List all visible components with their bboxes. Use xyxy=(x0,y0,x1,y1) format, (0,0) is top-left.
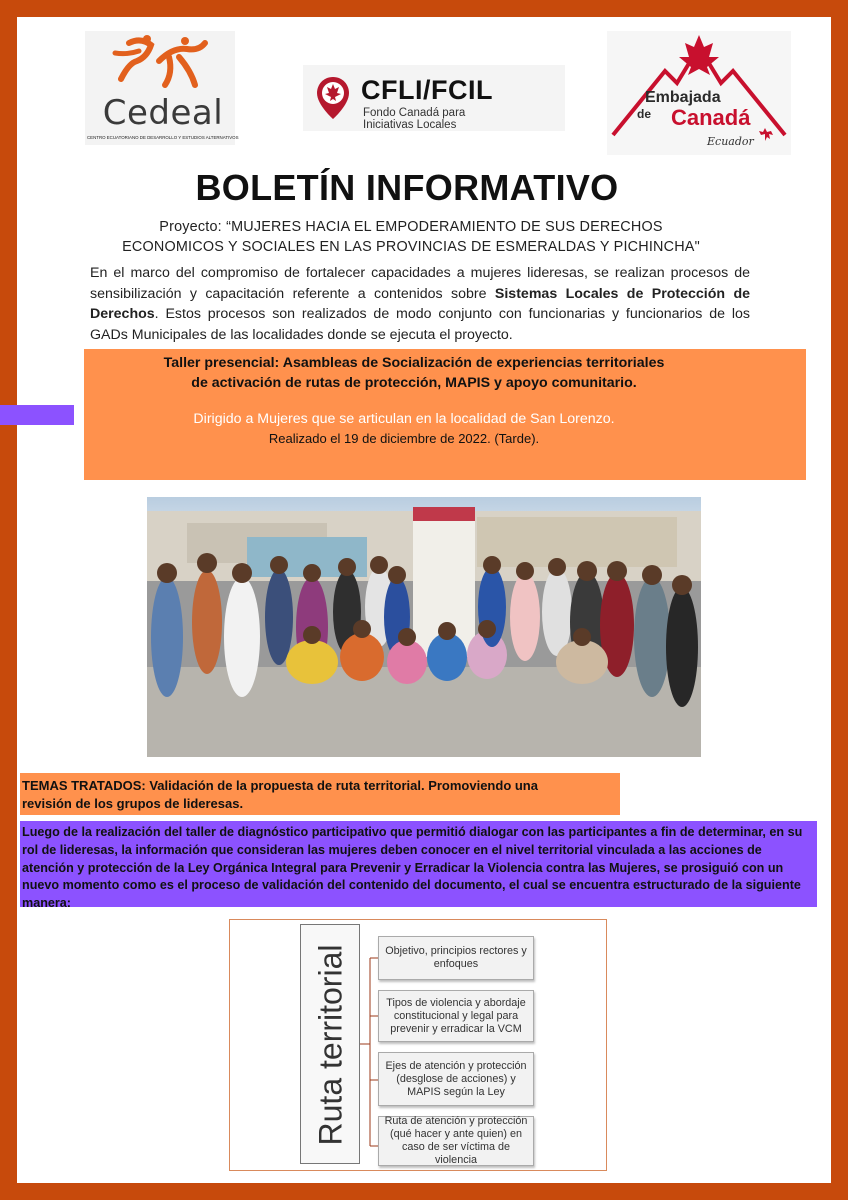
event-directed: Dirigido a Mujeres que se articulan en la localidad de San Lorenzo. xyxy=(193,411,615,427)
purple-accent-tab xyxy=(0,405,74,425)
embassy-logo xyxy=(607,31,791,155)
bulletin-page xyxy=(17,17,831,1183)
description-box: Luego de la realización del taller de diagnóstico participativo que permitió dialogar con las participantes a fin de determinar, en su rol de lideresas, la información que consideran las mujeres deben conocer en el nivel territorial vinculada a las acciones de atención y protección de la Ley Orgánica Integral para Prevenir y Erradicar la Violencia contra las Mujeres, se prosiguió con un nuevo momento como es el proceso de validación del contenido del documento, el cual se encuentra estructurado de la siguiente manera: xyxy=(20,821,817,907)
event-box xyxy=(84,349,806,480)
event-title-line1: Taller presencial: Asambleas de Socialización de experiencias territoriales xyxy=(163,355,665,371)
embassy-line3: Canadá xyxy=(671,105,751,130)
topics-box xyxy=(20,773,620,815)
cfli-logo xyxy=(303,65,565,131)
embassy-line2: de xyxy=(637,107,652,121)
cfli-wordmark: CFLI/FCIL xyxy=(361,75,493,105)
cedeal-figures-icon xyxy=(107,33,217,93)
maple-pin-icon xyxy=(315,75,351,121)
group-photo-image xyxy=(147,497,701,757)
embassy-line4: Ecuador xyxy=(707,135,754,148)
embassy-line1: Embajada xyxy=(645,89,721,106)
cfli-subtitle-line2: Iniciativas Locales xyxy=(363,119,457,131)
project-name xyxy=(101,217,721,257)
intro-text-before: En el marco del compromiso de fortalecer capacidades a mujeres lideresas, se realizan procesos de sensibilización y capacitación referente a contenidos sobre xyxy=(90,265,750,302)
group-photo xyxy=(147,497,701,757)
cfli-subtitle-line1: Fondo Canadá para xyxy=(363,107,466,119)
diagram-item-3: Ejes de atención y protección (desglose de acciones) y MAPIS según la Ley xyxy=(378,1052,534,1106)
project-line1: Proyecto: “MUJERES HACIA EL EMPODERAMIENTO DE SUS DERECHOS xyxy=(159,219,663,235)
diagram-item-4: Ruta de atención y protección (qué hacer y ante quien) en caso de ser víctima de violencia xyxy=(378,1116,534,1166)
intro-bold: Sistemas Locales de Protección de Derechos xyxy=(90,285,751,322)
event-date: Realizado el 19 de diciembre de 2022. (Tarde). xyxy=(268,431,540,446)
topics-line1: TEMAS TRATADOS: Validación de la propuesta de ruta territorial. Promoviendo una xyxy=(22,778,538,793)
diagram-item-2: Tipos de violencia y abordaje constitucional y legal para prevenir y erradicar la VCM xyxy=(378,990,534,1042)
diagram-label: Ruta territorial xyxy=(312,944,349,1146)
event-title-line2: de activación de rutas de protección, MAPIS y apoyo comunitario. xyxy=(191,375,637,391)
intro-paragraph xyxy=(90,263,750,345)
diagram-item-1: Objetivo, principios rectores y enfoques xyxy=(378,936,534,980)
event-title xyxy=(84,353,744,393)
cfli-subtitle xyxy=(363,107,465,131)
topics-line2: revisión de los grupos de lideresas. xyxy=(22,796,244,811)
cedeal-wordmark: Cedeal xyxy=(102,93,224,133)
bulletin-title: BOLETÍN INFORMATIVO xyxy=(195,167,619,208)
route-diagram xyxy=(229,919,607,1171)
project-line2: ECONOMICOS Y SOCIALES EN LAS PROVINCIAS DE ESMERALDAS Y PICHINCHA" xyxy=(122,239,700,255)
intro-text-after: . Estos procesos son realizados de modo conjunto con funcionarias y funcionarios de los GADs Municipales de las localidades donde se ejecuta el proyecto. xyxy=(90,306,750,343)
cedeal-logo xyxy=(85,31,239,145)
diagram-label-box xyxy=(300,924,360,1164)
cedeal-subtitle: CENTRO ECUATORIANO DE DESARROLLO Y ESTUDIOS ALTERNATIVOS xyxy=(87,135,239,140)
